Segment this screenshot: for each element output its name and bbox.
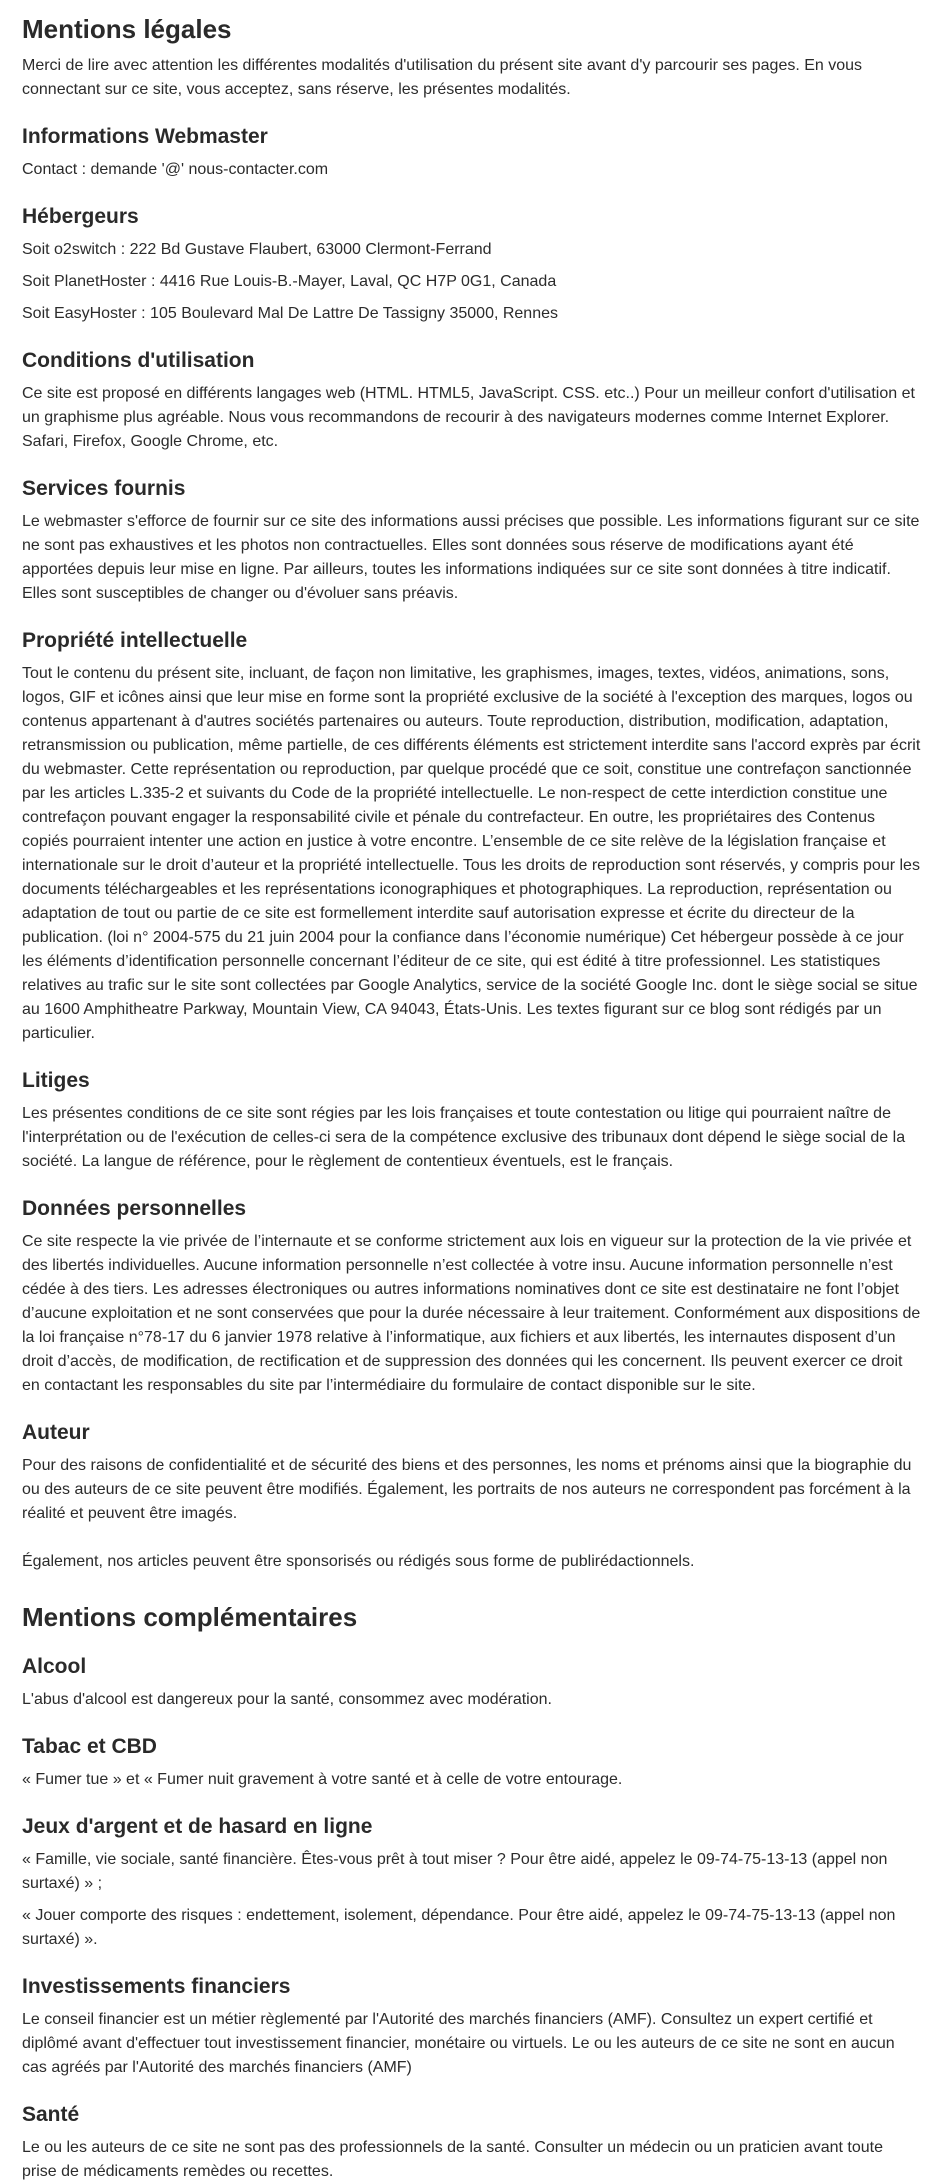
- complementary-title: Mentions complémentaires: [22, 1602, 358, 1632]
- author-paragraph: Pour des raisons de confidentialité et de sécurité des biens et des personnes, les noms et prénoms ainsi que la biographie du ou des auteurs de ce site peuvent être modifiés. Également, les portraits de nos auteurs ne correspondent pas forcément à la réalité et peuvent être imagés.: [22, 1457, 912, 1522]
- intro-paragraph: Merci de lire avec attention les différentes modalités d'utilisation du présent site avant d'y parcourir ses pages. En vous connectant sur ce site, vous acceptez, sans réserve, les présentes modalités.: [22, 57, 863, 98]
- personal-data-heading: Données personnelles: [22, 1197, 247, 1220]
- gambling-item-1: « Famille, vie sociale, santé financière. Êtes-vous prêt à tout miser ? Pour être aidé, appelez le 09-74-75-13-13 (appel non surtaxé) » ;: [22, 1851, 888, 1892]
- author-heading: Auteur: [22, 1421, 90, 1444]
- ip-paragraph: Tout le contenu du présent site, incluant, de façon non limitative, les graphismes, images, textes, vidéos, animations, sons, logos, GIF et icônes ainsi que leur mise en forme sont la propriété exclusive de la société à l'exception des marques, logos ou contenus appartenant à d'autres sociétés partenaires ou auteurs. Toute reproduction, distribution, modification, adaptation, retransmission ou publication, même partielle, de ces différents éléments est strictement interdite sans l'accord exprès par écrit du webmaster. Cette représentation ou reproduction, par quelque procédé que ce soit, constitue une contrefaçon sanctionnée par les articles L.335-2 et suivants du Code de la propriété intellectuelle. Le non-respect de cette interdiction constitue une contrefaçon pouvant engager la responsabilité civile et pénale du contrefacteur. En outre, les propriétaires des Contenus copiés pourraient intenter une action en justice à votre encontre. L’ensemble de ce site relève de la législation française et internationale sur le droit d’auteur et la propriété intellectuelle. Tous les droits de reproduction sont réservés, y compris pour les documents téléchargeables et les représentations iconographiques et photographiques. La reproduction, représentation ou adaptation de tout ou partie de ce site est formellement interdite sauf autorisation expresse et écrite du directeur de la publication. (loi n° 2004-575 du 21 juin 2004 pour la confiance dans l’économie numérique) Cet hébergeur possède à ce jour les éléments d’identification personnelle concernant l’éditeur de ce site, qui est édité à titre professionnel. Les statistiques relatives au trafic sur le site sont collectées par Google Analytics, service de la société Google Inc. dont le siège social se situe au 1600 Amphitheatre Parkway, Mountain View, CA 94043, États-Unis. Les textes figurant sur ce blog sont rédigés par un particulier.: [22, 665, 921, 1042]
- sponsored-paragraph: Également, nos articles peuvent être sponsorisés ou rédigés sous forme de publirédactionnels.: [22, 1553, 695, 1570]
- terms-heading: Conditions d'utilisation: [22, 349, 255, 372]
- host-item-easyhoster: Soit EasyHoster : 105 Boulevard Mal De Lattre De Tassigny 35000, Rennes: [22, 305, 558, 322]
- investments-paragraph: Le conseil financier est un métier règlementé par l'Autorité des marchés financiers (AMF). Consultez un expert certifié et diplômé avant d'effectuer tout investissement financier, monétaire ou virtuels. Le ou les auteurs de ce site ne sont en aucun cas agréés par l'Autorité des marchés financiers (AMF): [22, 2011, 895, 2076]
- tobacco-paragraph: « Fumer tue » et « Fumer nuit gravement à votre santé et à celle de votre entourage.: [22, 1771, 623, 1788]
- host-item-planethoster: Soit PlanetHoster : 4416 Rue Louis-B.-Mayer, Laval, QC H7P 0G1, Canada: [22, 273, 557, 290]
- host-item-o2switch: Soit o2switch : 222 Bd Gustave Flaubert, 63000 Clermont-Ferrand: [22, 241, 492, 258]
- page-title: Mentions légales: [22, 14, 232, 44]
- ip-heading: Propriété intellectuelle: [22, 629, 248, 652]
- services-paragraph: Le webmaster s'efforce de fournir sur ce site des informations aussi précises que possible. Les informations figurant sur ce site ne sont pas exhaustives et les photos non contractuelles. Elles sont données sous réserve de modifications ayant été apportées depuis leur mise en ligne. Par ailleurs, toutes les informations indiquées sur ce site sont données à titre indicatif. Elles sont susceptibles de changer ou d'évoluer sans préavis.: [22, 513, 920, 602]
- tobacco-heading: Tabac et CBD: [22, 1735, 157, 1758]
- disputes-paragraph: Les présentes conditions de ce site sont régies par les lois françaises et toute contestation ou litige qui pourraient naître de l'interprétation ou de l'exécution de celles-ci sera de la compétence exclusive des tribunaux dont dépend le siège social de la société. La langue de référence, pour le règlement de contentieux éventuels, est le français.: [22, 1105, 906, 1170]
- disputes-heading: Litiges: [22, 1069, 90, 1092]
- health-heading: Santé: [22, 2103, 80, 2126]
- services-heading: Services fournis: [22, 477, 186, 500]
- gambling-heading: Jeux d'argent et de hasard en ligne: [22, 1815, 373, 1838]
- health-paragraph: Le ou les auteurs de ce site ne sont pas des professionnels de la santé. Consulter un médecin ou un praticien avant toute prise de médicaments remèdes ou recettes.: [22, 2139, 883, 2180]
- webmaster-contact: Contact : demande '@' nous-contacter.com: [22, 161, 329, 178]
- hosts-heading: Hébergeurs: [22, 205, 139, 228]
- webmaster-heading: Informations Webmaster: [22, 125, 268, 148]
- investments-heading: Investissements financiers: [22, 1975, 291, 1998]
- alcohol-heading: Alcool: [22, 1655, 87, 1678]
- terms-paragraph: Ce site est proposé en différents langages web (HTML. HTML5, JavaScript. CSS. etc..) Pour un meilleur confort d'utilisation et un graphisme plus agréable. Nous vous recommandons de recourir à des navigateurs modernes comme Internet Explorer. Safari, Firefox, Google Chrome, etc.: [22, 385, 915, 450]
- alcohol-paragraph: L'abus d'alcool est dangereux pour la santé, consommez avec modération.: [22, 1691, 552, 1708]
- personal-data-paragraph: Ce site respecte la vie privée de l’internaute et se conforme strictement aux lois en vigueur sur la protection de la vie privée et des libertés individuelles. Aucune information personnelle n’est collectée à votre insu. Aucune information personnelle n’est cédée à des tiers. Les adresses électroniques ou autres informations nominatives dont ce site est destinataire ne font l’objet d’aucune exploitation et ne sont conservées que pour la durée nécessaire à leur traitement. Conformément aux dispositions de la loi française n°78-17 du 6 janvier 1978 relative à l’informatique, aux fichiers et aux libertés, les internautes disposent d’un droit d’accès, de modification, de rectification et de suppression des données qui les concernent. Ils peuvent exercer ce droit en contactant les responsables du site par l’intermédiaire du formulaire de contact disponible sur le site.: [22, 1233, 921, 1394]
- gambling-item-2: « Jouer comporte des risques : endettement, isolement, dépendance. Pour être aidé, appelez le 09-74-75-13-13 (appel non surtaxé) ».: [22, 1907, 896, 1948]
